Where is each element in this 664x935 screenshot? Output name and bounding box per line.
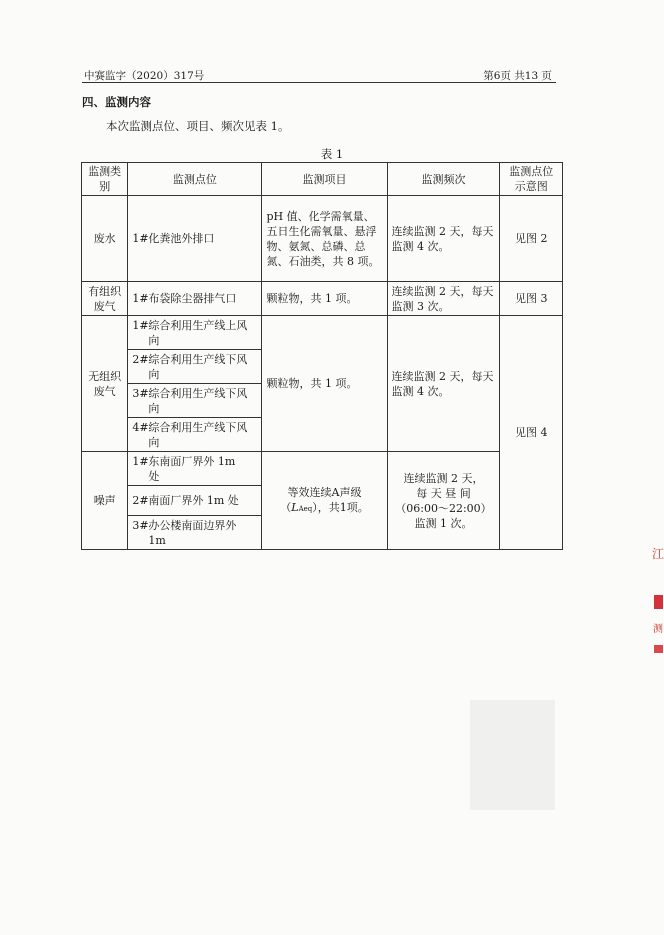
point-name: 综合利用生产线下风向	[148, 352, 248, 381]
table-caption: 表 1	[320, 147, 344, 161]
seal-stamp-fragment	[652, 545, 664, 675]
frequency-cell: 连续监测 2 天，每天监测 4 次。	[387, 316, 500, 452]
header-item: 监测项目	[262, 163, 387, 196]
figure-cell: 见图 3	[500, 282, 563, 316]
point-cell	[128, 384, 262, 418]
show-through-shadow	[470, 700, 555, 810]
point-name: 办公楼南面边界外 1m	[148, 518, 237, 547]
section-title: 四、监测内容	[82, 95, 151, 109]
table-row	[82, 452, 563, 486]
point-name: 综合利用生产线下风向	[148, 386, 248, 415]
item-symbol: L	[291, 500, 299, 514]
frequency-cell	[387, 452, 500, 550]
point-cell	[128, 452, 262, 486]
point-name: 综合利用生产线上风向	[148, 318, 248, 347]
document-number: 中赛监字（2020）317号	[84, 70, 205, 82]
item-cell: 颗粒物，共 1 项。	[262, 316, 387, 452]
frequency-line: 每 天 昼 间	[416, 486, 471, 500]
point-number: 1#	[132, 232, 149, 245]
category-cell: 噪声	[82, 452, 128, 550]
point-number: 3#	[132, 386, 149, 400]
item-paren-close: ），共1项。	[312, 500, 369, 514]
point-name: 南面厂界外 1m 处	[148, 494, 239, 507]
stamp-mark	[654, 645, 663, 653]
point-cell	[128, 418, 262, 452]
table-row	[82, 316, 563, 350]
point-name: 东南面厂界外 1m 处	[148, 454, 236, 483]
stamp-glyph: 江	[652, 547, 664, 561]
page-header	[82, 68, 556, 83]
header-frequency: 监测频次	[387, 163, 500, 196]
frequency-line: 监测 1 次。	[414, 516, 473, 530]
page-info: 第6页 共13 页	[483, 70, 552, 82]
category-cell: 废水	[82, 196, 128, 282]
point-number: 4#	[132, 420, 149, 434]
point-number: 1#	[132, 454, 149, 468]
intro-text: 本次监测点位、项目、频次见表 1。	[106, 119, 290, 133]
monitoring-table	[81, 162, 563, 550]
header-category: 监测类别	[82, 163, 128, 196]
category-cell: 有组织废气	[82, 282, 128, 316]
frequency-line: 连续监测 2 天，	[403, 471, 484, 485]
point-cell	[128, 350, 262, 384]
point-number: 2#	[132, 494, 149, 507]
point-name: 布袋除尘器排气口	[148, 292, 237, 305]
frequency-cell: 连续监测 2 天，每天监测 4 次。	[387, 196, 500, 282]
table-row	[82, 282, 563, 316]
category-cell: 无组织废气	[82, 316, 128, 452]
frequency-cell: 连续监测 2 天，每天监测 3 次。	[387, 282, 500, 316]
point-number: 1#	[132, 292, 149, 305]
table-header-row	[82, 163, 563, 196]
header-figure: 监测点位示意图	[500, 163, 563, 196]
point-number: 3#	[132, 518, 149, 532]
point-cell	[128, 316, 262, 350]
item-main: 等效连续A声级	[287, 485, 362, 499]
figure-cell: 见图 4	[500, 316, 563, 550]
point-cell	[128, 196, 262, 282]
stamp-mark	[654, 595, 663, 609]
point-cell	[128, 516, 262, 550]
item-cell: pH 值、化学需氧量、五日生化需氧量、悬浮物、氨氮、总磷、总氮、石油类，共 8 项。	[262, 196, 387, 282]
point-name: 综合利用生产线下风向	[148, 420, 248, 449]
point-cell	[128, 282, 262, 316]
item-cell: 颗粒物，共 1 项。	[262, 282, 387, 316]
point-cell	[128, 486, 262, 516]
point-number: 1#	[132, 318, 149, 332]
point-number: 2#	[132, 352, 149, 366]
point-name: 化粪池外排口	[148, 232, 215, 245]
item-paren-open: （	[280, 500, 292, 514]
header-point: 监测点位	[128, 163, 262, 196]
item-subscript: Aeq	[298, 504, 313, 513]
stamp-glyph: 测	[653, 624, 663, 635]
figure-cell: 见图 2	[500, 196, 563, 282]
table-row	[82, 196, 563, 282]
item-cell	[262, 452, 387, 550]
frequency-line: （06:00～22:00）	[395, 501, 492, 515]
